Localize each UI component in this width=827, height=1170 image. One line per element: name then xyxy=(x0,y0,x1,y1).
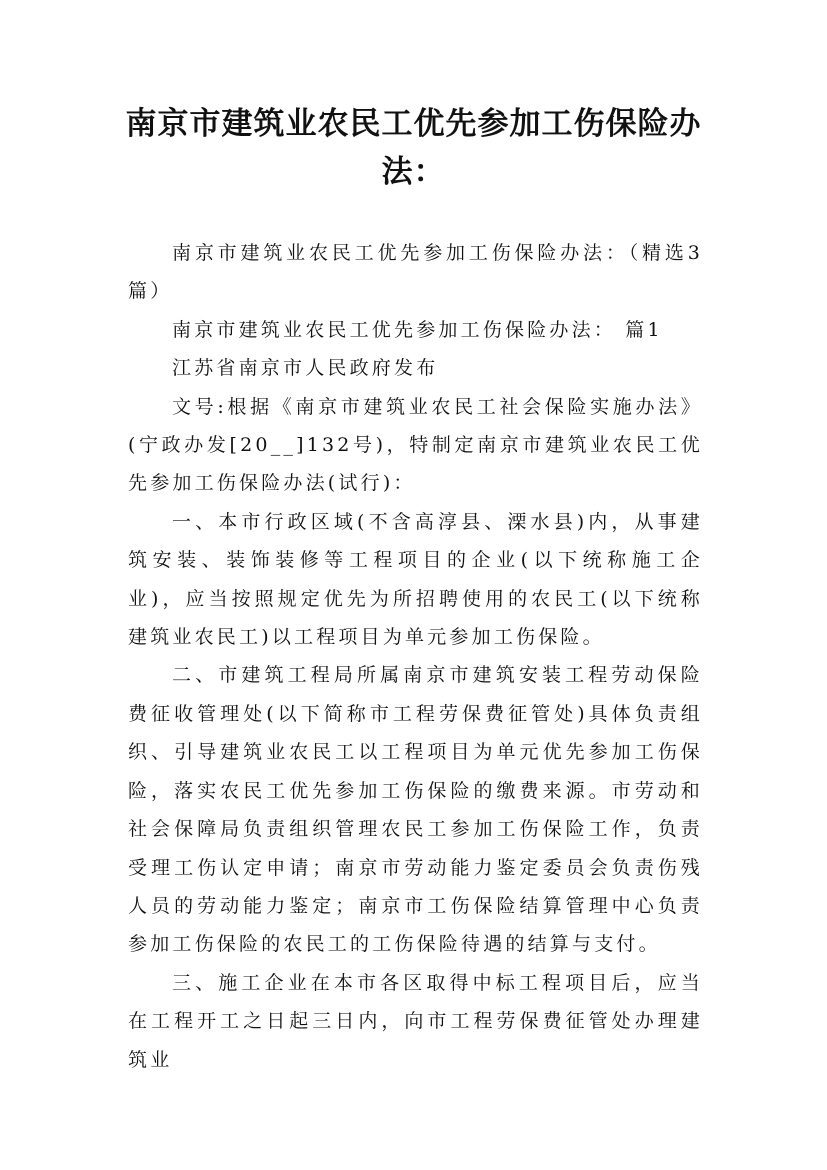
document-body xyxy=(128,234,703,1079)
paragraph-document-number: 文号:根据《南京市建筑业农民工社会保险实施办法》(宁政办发[20__]132号)，特制定南京市建筑业农民工优先参加工伤保险办法(试行)： xyxy=(128,395,703,495)
paragraph-article-2: 二、市建筑工程局所属南京市建筑安装工程劳动保险费征收管理处(以下简称市工程劳保费征管处)具体负责组织、引导建筑业农民工以工程项目为单元优先参加工伤保险，落实农民工优先参加工伤保险的缴费来源。市劳动和社会保障局负责组织管理农民工参加工伤保险工作，负责受理工伤认定申请；南京市劳动能力鉴定委员会负责伤残人员的劳动能力鉴定；南京市工伤保险结算管理中心负责参加工伤保险的农民工的工伤保险待遇的结算与支付。 xyxy=(128,664,703,956)
paragraph-article-1: 一、本市行政区域(不含高淳县、溧水县)内，从事建筑安装、装饰装修等工程项目的企业(以下统称施工企业)，应当按照规定优先为所招聘使用的农民工(以下统称建筑业农民工)以工程项目为单元参加工伤保险。 xyxy=(128,510,703,649)
document-title: 南京市建筑业农民工优先参加工伤保险办法： xyxy=(125,106,702,190)
paragraph-intro: 南京市建筑业农民工优先参加工伤保险办法：（精选3篇） xyxy=(128,242,703,303)
paragraph-issuer: 江苏省南京市人民政府发布 xyxy=(172,357,439,380)
paragraph-heading: 南京市建筑业农民工优先参加工伤保险办法： 篇1 xyxy=(172,318,663,341)
paragraph-article-3: 三、施工企业在本市各区取得中标工程项目后，应当在工程开工之日起三日内，向市工程劳保费征管处办理建筑业 xyxy=(128,971,703,1071)
